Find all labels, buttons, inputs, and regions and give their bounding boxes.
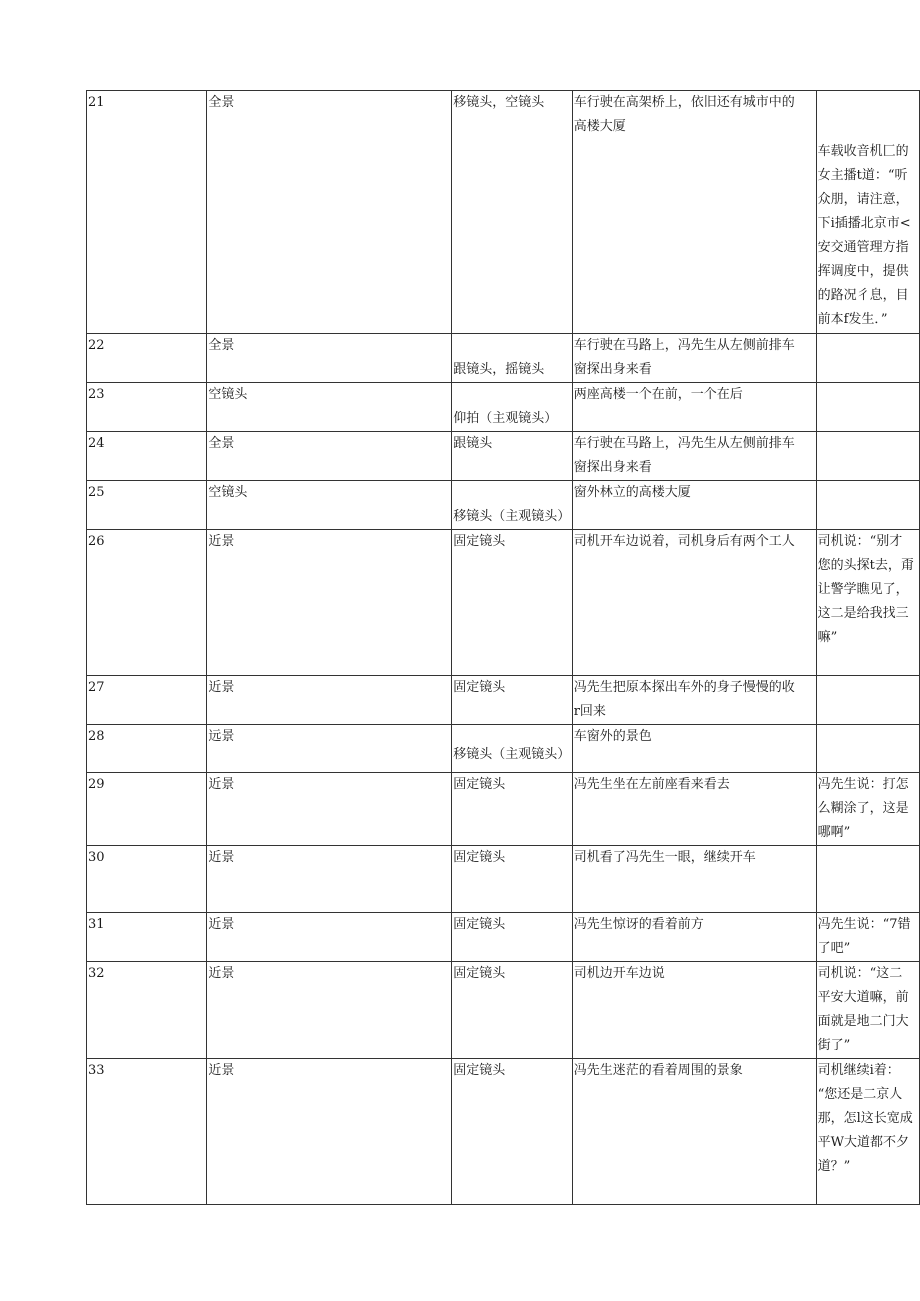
camera-technique: 固定镜头 xyxy=(452,530,572,676)
table-row xyxy=(87,846,920,913)
shot-content: 冯先生迷茫的看着周围的景象 xyxy=(572,1059,816,1205)
shot-number: 25 xyxy=(87,481,207,530)
table-row xyxy=(87,530,920,676)
shot-content: 冯先生把原本探出车外的身子慢慢的收 r回来 xyxy=(572,676,816,725)
shot-size: 全景 xyxy=(207,432,452,481)
shot-number: 24 xyxy=(87,432,207,481)
shot-size: 近景 xyxy=(207,913,452,962)
camera-technique: 跟镜头 xyxy=(452,432,572,481)
shot-size: 空镜头 xyxy=(207,383,452,432)
shot-size: 近景 xyxy=(207,846,452,913)
audio-dialogue: 冯先生说：打怎 么糊涂了，这是 哪啊” xyxy=(816,773,919,846)
audio-dialogue: 司机说：“别才 您的头探t去，甭 让警学瞧见了， 这二是给我找三 嘛” xyxy=(816,530,919,676)
shot-size: 近景 xyxy=(207,1059,452,1205)
shot-number: 27 xyxy=(87,676,207,725)
audio-dialogue: 冯先生说：“7错 了吧” xyxy=(816,913,919,962)
shot-number: 32 xyxy=(87,962,207,1059)
audio-dialogue xyxy=(816,383,919,432)
camera-technique: 固定镜头 xyxy=(452,846,572,913)
shot-content: 两座高楼一个在前，一个在后 xyxy=(572,383,816,432)
shot-size: 远景 xyxy=(207,725,452,773)
shot-number: 21 xyxy=(87,91,207,334)
camera-technique: 移镜头（主观镜头） xyxy=(452,725,572,773)
table-row xyxy=(87,725,920,773)
shot-size: 全景 xyxy=(207,334,452,383)
shot-number: 26 xyxy=(87,530,207,676)
shot-size: 近景 xyxy=(207,773,452,846)
audio-dialogue xyxy=(816,676,919,725)
camera-technique: 移镜头（主观镜头） xyxy=(452,481,572,530)
shot-content: 司机边开车边说 xyxy=(572,962,816,1059)
audio-dialogue xyxy=(816,481,919,530)
table-row xyxy=(87,1059,920,1205)
table-row xyxy=(87,913,920,962)
table-row xyxy=(87,962,920,1059)
shot-size: 近景 xyxy=(207,962,452,1059)
camera-technique: 跟镜头，摇镜头 xyxy=(452,334,572,383)
audio-dialogue xyxy=(816,725,919,773)
shot-number: 22 xyxy=(87,334,207,383)
camera-technique: 固定镜头 xyxy=(452,913,572,962)
shot-number: 29 xyxy=(87,773,207,846)
shot-content: 冯先生坐在左前座看来看去 xyxy=(572,773,816,846)
audio-dialogue xyxy=(816,846,919,913)
camera-technique: 仰拍（主观镜头） xyxy=(452,383,572,432)
shot-number: 23 xyxy=(87,383,207,432)
audio-dialogue: 司机继续i着： “您还是二京人 那，怎l这长宽成 平W大道都不夕 道？” xyxy=(816,1059,919,1205)
shot-content: 司机开车边说着，司机身后有两个工人 xyxy=(572,530,816,676)
table-row xyxy=(87,383,920,432)
camera-technique: 移镜头，空镜头 xyxy=(452,91,572,334)
storyboard-table xyxy=(86,90,920,1205)
shot-content: 冯先生惊讶的看着前方 xyxy=(572,913,816,962)
shot-number: 31 xyxy=(87,913,207,962)
shot-content: 车窗外的景色 xyxy=(572,725,816,773)
shot-content: 司机看了冯先生一眼，继续开车 xyxy=(572,846,816,913)
table-row xyxy=(87,334,920,383)
table-row xyxy=(87,481,920,530)
audio-dialogue: 司机说：“这二 平安大道嘛，前 面就是地二门大 街了” xyxy=(816,962,919,1059)
shot-content: 车行驶在高架桥上，依旧还有城市中的 高楼大厦 xyxy=(572,91,816,334)
camera-technique: 固定镜头 xyxy=(452,676,572,725)
audio-dialogue xyxy=(816,432,919,481)
camera-technique: 固定镜头 xyxy=(452,1059,572,1205)
camera-technique: 固定镜头 xyxy=(452,773,572,846)
shot-size: 空镜头 xyxy=(207,481,452,530)
shot-content: 窗外林立的高楼大厦 xyxy=(572,481,816,530)
shot-number: 30 xyxy=(87,846,207,913)
table-row xyxy=(87,676,920,725)
table-row xyxy=(87,773,920,846)
shot-size: 近景 xyxy=(207,676,452,725)
shot-number: 33 xyxy=(87,1059,207,1205)
audio-dialogue: 车载收音机匚的 女主播t道：“听 众朋，请注意， 下i插播北京市< 安交通管理方指 挥调度中，提供 的路况彳息，目 前本f发生．” xyxy=(816,91,919,334)
table-row xyxy=(87,91,920,334)
audio-dialogue xyxy=(816,334,919,383)
shot-number: 28 xyxy=(87,725,207,773)
shot-size: 近景 xyxy=(207,530,452,676)
camera-technique: 固定镜头 xyxy=(452,962,572,1059)
shot-content: 车行驶在马路上，冯先生从左侧前排车 窗探出身来看 xyxy=(572,334,816,383)
table-row xyxy=(87,432,920,481)
shot-content: 车行驶在马路上，冯先生从左侧前排车 窗探出身来看 xyxy=(572,432,816,481)
shot-size: 全景 xyxy=(207,91,452,334)
